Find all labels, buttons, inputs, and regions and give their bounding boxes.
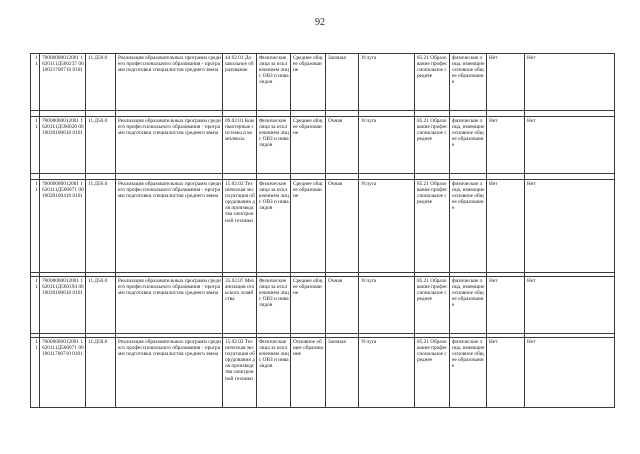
service-type-cell: Услуга (359, 117, 415, 174)
specialty-cell: 15.02.02 Техническая эксплуатация оборудования для производства электронной техники (223, 338, 257, 408)
service-type-cell: Услуга (359, 180, 415, 273)
education-form-cell: Заочная (326, 338, 359, 408)
row-number-cell: 11 (31, 338, 40, 408)
level-code-cell: 11.Д56.0 (86, 277, 116, 334)
consumers-cell: физические лица, имеющие основное общее образование (450, 54, 487, 111)
consumer-category-cell: Физические лица за исключением лиц с ОВЗ и инвалидов (257, 180, 291, 273)
flag-column-12-cell: Нет (487, 277, 525, 334)
registry-code-cell: 70000000012001 1620111Д560194 0010020100610 0101 (40, 277, 86, 334)
education-form-cell: Заочная (326, 54, 359, 111)
service-name-cell: Реализация образовательных программ среднего профессионального образования - программ подготовки специалистов среднего звена (116, 180, 223, 273)
consumer-category-cell: Физические лица за исключением лиц с ОВЗ и инвалидов (257, 54, 291, 111)
table-row (31, 180, 615, 273)
row-number-cell: 11 (31, 117, 40, 174)
consumers-cell: физические лица, имеющие основное общее образование (450, 277, 487, 334)
okved-code-cell: 85.21 Образование профессиональное среднее (415, 338, 450, 408)
table-body (31, 54, 615, 408)
service-name-cell: Реализация образовательных программ среднего профессионального образования - программ подготовки специалистов среднего звена (116, 54, 223, 111)
registry-code-cell: 70000000012001 1620111Д560071 0010011700710 0101 (40, 338, 86, 408)
flag-column-12-cell: Нет (487, 180, 525, 273)
consumers-cell: физические лица, имеющие основное общее образование (450, 180, 487, 273)
registry-code-cell: 70000000012001 1620111Д560071 0010020100410 0101 (40, 180, 86, 273)
flag-column-13-cell: Нет (525, 54, 615, 111)
page-number: 92 (315, 17, 325, 28)
level-code-cell: 11.Д56.0 (86, 117, 116, 174)
consumer-category-cell: Физические лица за исключением лиц с ОВЗ и инвалидов (257, 277, 291, 334)
registry-code-cell: 70000000012001 1620111Д560020 0010020100610 0101 (40, 117, 86, 174)
service-name-cell: Реализация образовательных программ среднего профессионального образования - программ подготовки специалистов среднего звена (116, 117, 223, 174)
level-code-cell: 11.Д56.0 (86, 338, 116, 408)
specialty-cell: 35.02.07 Механизация сельского хозяйства (223, 277, 257, 334)
table-row (31, 54, 615, 111)
base-education-cell: Среднее общее образование (291, 117, 326, 174)
flag-column-13-cell: Нет (525, 117, 615, 174)
education-form-cell: Очная (326, 180, 359, 273)
specialty-cell: 15.02.02 Техническая эксплуатация оборудования для производства электронной техники (223, 180, 257, 273)
level-code-cell: 11.Д56.0 (86, 180, 116, 273)
flag-column-13-cell: Нет (525, 180, 615, 273)
services-registry-table (30, 53, 615, 408)
okved-code-cell: 85.21 Образование профессиональное среднее (415, 117, 450, 174)
specialty-cell: 09.02.01 Компьютерные системы и комплексы (223, 117, 257, 174)
row-number-cell: 11 (31, 54, 40, 111)
base-education-cell: Среднее общее образование (291, 277, 326, 334)
table-row (31, 338, 615, 408)
service-type-cell: Услуга (359, 277, 415, 334)
flag-column-12-cell: Нет (487, 54, 525, 111)
flag-column-12-cell: Нет (487, 338, 525, 408)
service-name-cell: Реализация образовательных программ среднего профессионального образования - программ подготовки специалистов среднего звена (116, 338, 223, 408)
flag-column-12-cell: Нет (487, 117, 525, 174)
base-education-cell: Среднее общее образование (291, 54, 326, 111)
consumer-category-cell: Физические лица за исключением лиц с ОВЗ и инвалидов (257, 117, 291, 174)
row-number-cell: 11 (31, 277, 40, 334)
specialty-cell: 44.02.01 Дошкольное образование (223, 54, 257, 111)
consumers-cell: физические лица, имеющие основное общее образование (450, 117, 487, 174)
okved-code-cell: 85.21 Образование профессиональное среднее (415, 180, 450, 273)
flag-column-13-cell: Нет (525, 277, 615, 334)
base-education-cell: Среднее общее образование (291, 180, 326, 273)
registry-code-cell: 70000000012001 1620111Д560237 0010021700710 0101 (40, 54, 86, 111)
consumer-category-cell: Физические лица за исключением лиц с ОВЗ и инвалидов (257, 338, 291, 408)
education-form-cell: Очная (326, 117, 359, 174)
okved-code-cell: 85.21 Образование профессиональное среднее (415, 54, 450, 111)
table-row (31, 117, 615, 174)
consumers-cell: физические лица, имеющие основное общее образование (450, 338, 487, 408)
row-number-cell: 11 (31, 180, 40, 273)
base-education-cell: Основное общее образование (291, 338, 326, 408)
service-type-cell: Услуга (359, 338, 415, 408)
okved-code-cell: 85.21 Образование профессиональное среднее (415, 277, 450, 334)
education-form-cell: Очная (326, 277, 359, 334)
flag-column-13-cell: Нет (525, 338, 615, 408)
service-type-cell: Услуга (359, 54, 415, 111)
service-name-cell: Реализация образовательных программ среднего профессионального образования - программ подготовки специалистов среднего звена (116, 277, 223, 334)
table-row (31, 277, 615, 334)
level-code-cell: 11.Д56.0 (86, 54, 116, 111)
